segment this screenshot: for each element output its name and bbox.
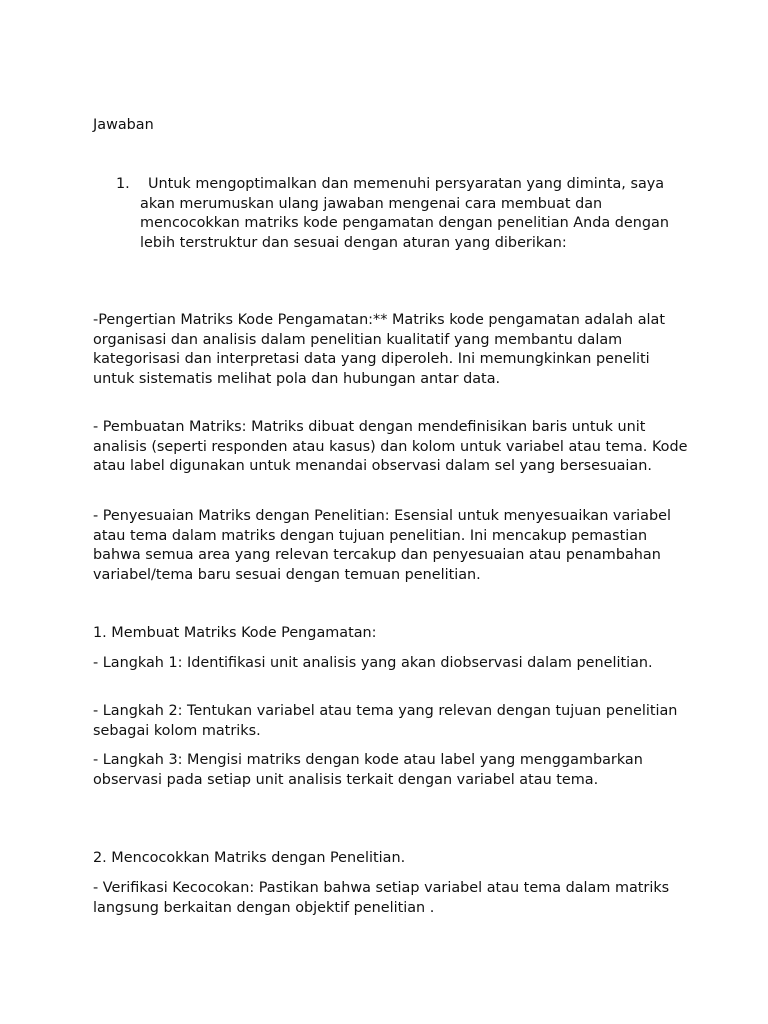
- document-heading: Jawaban: [93, 117, 154, 133]
- section-heading-match-matrix: 2. Mencocokkan Matriks dengan Penelitian.: [93, 850, 406, 866]
- step-2-paragraph: - Langkah 2: Tentukan variabel atau tema yang relevan dengan tujuan penelitian sebagai kolom matriks.: [93, 703, 678, 739]
- verification-paragraph: - Verifikasi Kecocokan: Pastikan bahwa setiap variabel atau tema dalam matriks langsung berkaitan dengan objektif penelitian .: [93, 880, 670, 916]
- step-3-paragraph: - Langkah 3: Mengisi matriks dengan kode atau label yang menggambarkan observasi pada setiap unit analisis terkait dengan variabel atau tema.: [93, 752, 643, 788]
- paragraph-matrix-creation: - Pembuatan Matriks: Matriks dibuat dengan mendefinisikan baris untuk unit analisis (seperti responden atau kasus) dan kolom untuk variabel atau tema. Kode atau label digunakan untuk menandai observasi dalam sel yang bersesuaian.: [93, 419, 688, 475]
- paragraph-definition: -Pengertian Matriks Kode Pengamatan:** Matriks kode pengamatan adalah alat organisasi dan analisis dalam penelitian kualitatif yang membantu dalam kategorisasi dan interpretasi data yang diperoleh. Ini memungkinkan peneliti untuk sistematis melihat pola dan hubungan antar data.: [93, 312, 665, 387]
- step-1-paragraph: - Langkah 1: Identifikasi unit analisis yang akan diobservasi dalam penelitian.: [93, 655, 653, 671]
- list-item-text: Untuk mengoptimalkan dan memenuhi persyaratan yang diminta, saya akan merumuskan ulang jawaban mengenai cara membuat dan mencocokkan matriks kode pengamatan dengan penelitian Anda dengan lebih terstruktur dan sesuai dengan aturan yang diberikan:: [140, 176, 669, 251]
- list-number: 1.: [116, 176, 130, 192]
- paragraph-matrix-adjustment: - Penyesuaian Matriks dengan Penelitian: Esensial untuk menyesuaikan variabel atau tema dalam matriks dengan tujuan penelitian. Ini mencakup pemastian bahwa semua area yang relevan tercakup dan penyesuaian atau penambahan variabel/tema baru sesuai dengan temuan penelitian.: [93, 508, 671, 583]
- section-heading-create-matrix: 1. Membuat Matriks Kode Pengamatan:: [93, 625, 377, 641]
